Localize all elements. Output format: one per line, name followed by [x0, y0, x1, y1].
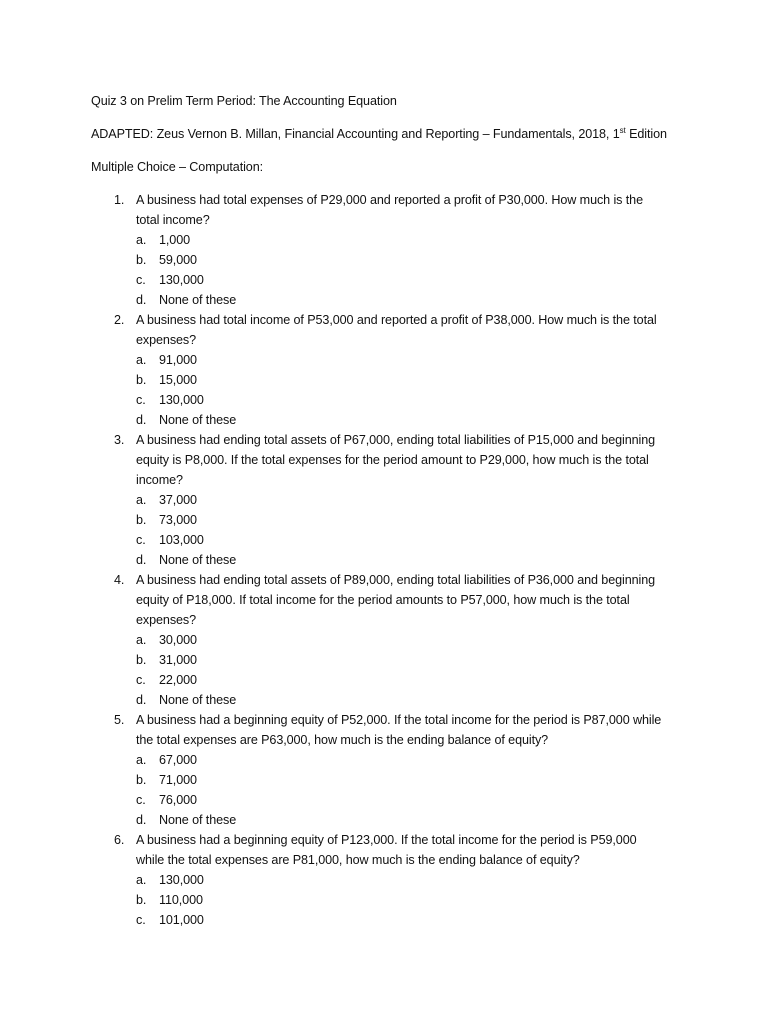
question-item [114, 430, 666, 570]
choice-letter: a. [136, 633, 147, 647]
answer-choice [136, 350, 666, 370]
choice-letter: d. [136, 553, 147, 567]
choice-text: 31,000 [159, 653, 197, 667]
answer-choice [136, 370, 666, 390]
question-number: 1. [114, 193, 125, 207]
choice-text: None of these [159, 553, 237, 567]
choice-text: None of these [159, 693, 237, 707]
choice-list [136, 350, 666, 430]
answer-choice [136, 650, 666, 670]
answer-choice [136, 790, 666, 810]
choice-list [136, 230, 666, 310]
question-text: A business had ending total assets of P67,000, ending total liabilities of P15,000 and beginning equity is P8,000. If the total expenses for the period amount to P29,000, how much is the total income? [136, 433, 656, 487]
answer-choice [136, 870, 666, 890]
answer-choice [136, 490, 666, 510]
answer-choice [136, 890, 666, 910]
answer-choice [136, 810, 666, 830]
answer-choice [136, 290, 666, 310]
choice-letter: b. [136, 773, 147, 787]
choice-text: 1,000 [159, 233, 191, 247]
choice-letter: d. [136, 813, 147, 827]
answer-choice [136, 750, 666, 770]
choice-letter: a. [136, 233, 147, 247]
choice-letter: c. [136, 793, 146, 807]
question-item [114, 310, 666, 430]
question-number: 4. [114, 573, 125, 587]
choice-letter: d. [136, 693, 147, 707]
choice-letter: a. [136, 753, 147, 767]
choice-letter: c. [136, 273, 146, 287]
choice-text: 101,000 [159, 913, 204, 927]
choice-list [136, 490, 666, 570]
choice-text: 130,000 [159, 393, 204, 407]
choice-letter: b. [136, 513, 147, 527]
choice-list [136, 630, 666, 710]
choice-text: 71,000 [159, 773, 197, 787]
question-number: 6. [114, 833, 125, 847]
section-heading: Multiple Choice – Computation: [91, 160, 264, 174]
question-text: A business had ending total assets of P89,000, ending total liabilities of P36,000 and beginning equity of P18,000. If total income for the period amounts to P57,000, how much is the total expenses? [136, 573, 656, 627]
citation-text: ADAPTED: Zeus Vernon B. Millan, Financial Accounting and Reporting – Fundamentals, 2018, 1 [91, 127, 620, 141]
choice-list [136, 750, 666, 830]
choice-letter: d. [136, 413, 147, 427]
question-number: 3. [114, 433, 125, 447]
choice-text: 59,000 [159, 253, 197, 267]
choice-text: 76,000 [159, 793, 197, 807]
choice-text: 22,000 [159, 673, 197, 687]
answer-choice [136, 530, 666, 550]
choice-letter: b. [136, 253, 147, 267]
question-text: A business had total income of P53,000 and reported a profit of P38,000. How much is the total expenses? [136, 313, 657, 347]
choice-text: 73,000 [159, 513, 197, 527]
choice-letter: b. [136, 653, 147, 667]
answer-choice [136, 230, 666, 250]
quiz-title: Quiz 3 on Prelim Term Period: The Accounting Equation [91, 94, 397, 108]
choice-letter: c. [136, 673, 146, 687]
question-number: 5. [114, 713, 125, 727]
answer-choice [136, 690, 666, 710]
choice-text: None of these [159, 413, 237, 427]
choice-text: None of these [159, 293, 237, 307]
choice-text: 15,000 [159, 373, 197, 387]
choice-letter: b. [136, 373, 147, 387]
citation-edition: Edition [625, 127, 667, 141]
answer-choice [136, 910, 666, 930]
answer-choice [136, 390, 666, 410]
choice-text: None of these [159, 813, 237, 827]
answer-choice [136, 550, 666, 570]
choice-text: 130,000 [159, 873, 204, 887]
question-item [114, 190, 666, 310]
question-text: A business had a beginning equity of P123,000. If the total income for the period is P59,000 while the total expenses are P81,000, how much is the ending balance of equity? [136, 833, 637, 867]
question-list [0, 190, 768, 930]
choice-letter: a. [136, 493, 147, 507]
choice-text: 130,000 [159, 273, 204, 287]
question-text: A business had a beginning equity of P52,000. If the total income for the period is P87,000 while the total expenses are P63,000, how much is the ending balance of equity? [136, 713, 662, 747]
answer-choice [136, 270, 666, 290]
choice-text: 37,000 [159, 493, 197, 507]
choice-letter: c. [136, 533, 146, 547]
answer-choice [136, 510, 666, 530]
choice-letter: a. [136, 873, 147, 887]
choice-text: 67,000 [159, 753, 197, 767]
question-number: 2. [114, 313, 125, 327]
choice-text: 30,000 [159, 633, 197, 647]
answer-choice [136, 250, 666, 270]
question-item [114, 830, 666, 930]
choice-letter: c. [136, 393, 146, 407]
choice-letter: a. [136, 353, 147, 367]
question-item [114, 570, 666, 710]
choice-letter: d. [136, 293, 147, 307]
question-item [114, 710, 666, 830]
choice-letter: b. [136, 893, 147, 907]
answer-choice [136, 630, 666, 650]
choice-text: 91,000 [159, 353, 197, 367]
source-citation [91, 127, 667, 141]
choice-list [136, 870, 666, 930]
citation-superscript: st [619, 126, 626, 135]
question-text: A business had total expenses of P29,000 and reported a profit of P30,000. How much is the total income? [136, 193, 643, 227]
answer-choice [136, 410, 666, 430]
answer-choice [136, 670, 666, 690]
answer-choice [136, 770, 666, 790]
choice-text: 103,000 [159, 533, 204, 547]
choice-text: 110,000 [159, 893, 203, 907]
choice-letter: c. [136, 913, 146, 927]
